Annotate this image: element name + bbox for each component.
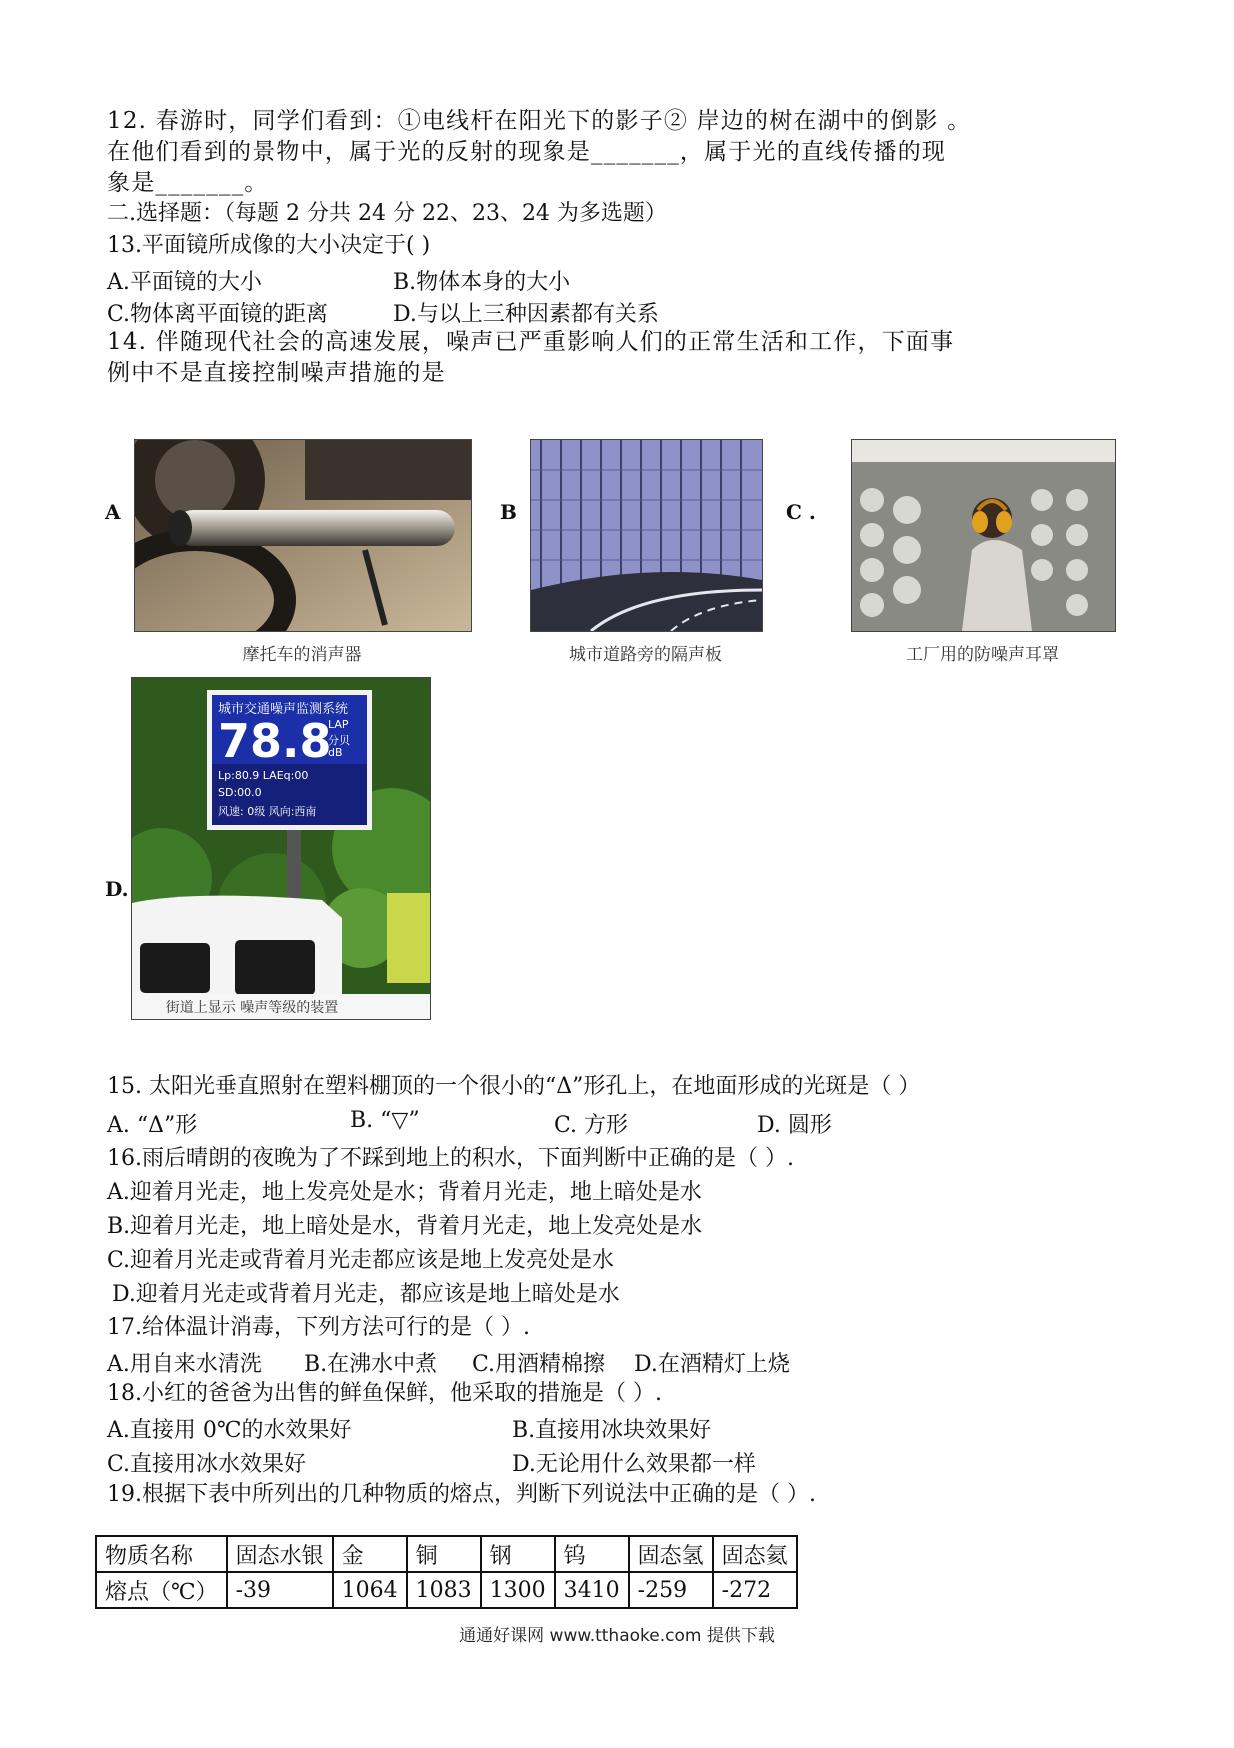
table-cell: 钢 [481, 1536, 555, 1572]
q16-option-d: D.迎着月光走或背着月光走，都应该是地上暗处是水 [112, 1282, 620, 1307]
sign-noise-value: 78.8 [218, 714, 332, 768]
q17-option-c: C.用酒精棉擦 [472, 1352, 606, 1377]
table-cell: 1083 [407, 1572, 481, 1608]
q14-label-c: C . [786, 500, 816, 524]
q15-option-a: A. “Δ”形 [107, 1113, 198, 1138]
q18-option-b: B.直接用冰块效果好 [512, 1418, 712, 1443]
sign-unit-fenbei: 分贝 [328, 734, 350, 747]
q18-option-c: C.直接用冰水效果好 [107, 1452, 307, 1477]
q17-option-b: B.在沸水中煮 [304, 1352, 438, 1377]
q15-option-d: D. 圆形 [757, 1113, 832, 1138]
q14-photo-b-barrier [530, 439, 763, 632]
q14-caption-c: 工厂用的防噪声耳罩 [906, 645, 1059, 665]
sign-title: 城市交通噪声监测系统 [218, 702, 349, 717]
q16-option-b: B.迎着月光走，地上暗处是水，背着月光走，地上发亮处是水 [107, 1214, 703, 1239]
q14-label-b: B [500, 500, 517, 524]
sound-barrier-image [531, 440, 762, 631]
table-cell: 固态氢 [629, 1536, 713, 1572]
q15-stem: 15. 太阳光垂直照射在塑料棚顶的一个很小的“Δ”形孔上，在地面形成的光斑是（ ） [107, 1074, 921, 1099]
q14-caption-b: 城市道路旁的隔声板 [569, 645, 722, 665]
q19-stem: 19.根据下表中所列出的几种物质的熔点，判断下列说法中正确的是（ ）. [107, 1482, 816, 1507]
sign-row-sd: SD:00.0 [218, 786, 262, 799]
table-cell: 铜 [407, 1536, 481, 1572]
table-cell: 1064 [333, 1572, 407, 1608]
q18-stem: 18.小红的爸爸为出售的鲜鱼保鲜，他采取的措施是（ ）. [107, 1381, 662, 1406]
q16-option-c: C.迎着月光走或背着月光走都应该是地上发亮处是水 [107, 1248, 615, 1273]
q14-label-a: A [105, 500, 121, 524]
q12-line1: 12. 春游时，同学们看到：①电线杆在阳光下的影子② 岸边的树在湖中的倒影 。 [107, 108, 972, 134]
q17-option-a: A.用自来水清洗 [107, 1352, 262, 1377]
sign-unit-lap: LAP [328, 718, 349, 731]
q16-option-a: A.迎着月光走，地上发亮处是水；背着月光走，地上暗处是水 [107, 1180, 702, 1205]
q13-option-b: B.物体本身的大小 [393, 270, 571, 295]
q14-line1: 14. 伴随现代社会的高速发展，噪声已严重影响人们的正常生活和工作，下面事 [107, 329, 955, 355]
q18-option-a: A.直接用 0℃的水效果好 [107, 1418, 352, 1443]
q13-stem: 13.平面镜所成像的大小决定于( ) [107, 233, 431, 258]
q13-option-d: D.与以上三种因素都有关系 [393, 302, 659, 327]
section-heading: 二.选择题：（每题 2 分共 24 分 22、23、24 为多选题） [107, 201, 667, 226]
table-cell: 固态氦 [713, 1536, 797, 1572]
q16-stem: 16.雨后晴朗的夜晚为了不踩到地上的积水，下面判断中正确的是（ ）. [107, 1146, 794, 1171]
q18-option-d: D.无论用什么效果都一样 [512, 1452, 756, 1477]
q14-photo-c-earmuffs [851, 439, 1116, 632]
table-cell: 钨 [555, 1536, 629, 1572]
table-cell: 1300 [481, 1572, 555, 1608]
table-cell: 物质名称 [96, 1536, 227, 1572]
table-cell: 固态水银 [227, 1536, 333, 1572]
table-cell: 3410 [555, 1572, 629, 1608]
sign-unit-db: dB [328, 746, 343, 759]
table-cell: -272 [713, 1572, 797, 1608]
q14-photo-a-muffler [134, 439, 472, 632]
table-cell: 熔点（℃） [96, 1572, 227, 1608]
muffler-image [135, 440, 471, 631]
sign-row-wind: 风速: 0级 风向:西南 [218, 805, 317, 818]
factory-earmuffs-image [852, 440, 1115, 631]
table-row [96, 1572, 797, 1608]
table-cell: -259 [629, 1572, 713, 1608]
q14-caption-d: 街道上显示 噪声等级的装置 [165, 1000, 339, 1016]
q15-option-c: C. 方形 [554, 1113, 629, 1138]
q12-line2: 在他们看到的景物中，属于光的反射的现象是_______，属于光的直线传播的现 [107, 139, 947, 165]
q14-label-d: D. [105, 877, 129, 901]
q14-photo-d-noise-sign [131, 677, 431, 1020]
q17-option-d: D.在酒精灯上烧 [634, 1352, 790, 1377]
table-cell: 金 [333, 1536, 407, 1572]
q12-line3: 象是_______。 [107, 170, 269, 196]
table-row [96, 1536, 797, 1572]
page-footer: 通通好课网 www.tthaoke.com 提供下载 [459, 1626, 775, 1646]
melting-point-table [95, 1535, 798, 1609]
q14-line2: 例中不是直接控制噪声措施的是 [107, 360, 446, 386]
q17-stem: 17.给体温计消毒，下列方法可行的是（ ）. [107, 1315, 530, 1340]
q15-option-b: B. “▽” [350, 1108, 420, 1133]
table-cell: -39 [227, 1572, 333, 1608]
q14-caption-a: 摩托车的消声器 [242, 645, 362, 665]
q13-option-a: A.平面镜的大小 [107, 270, 262, 295]
q13-option-c: C.物体离平面镜的距离 [107, 302, 329, 327]
sign-row-lp: Lp:80.9 LAEq:00 [218, 769, 309, 782]
